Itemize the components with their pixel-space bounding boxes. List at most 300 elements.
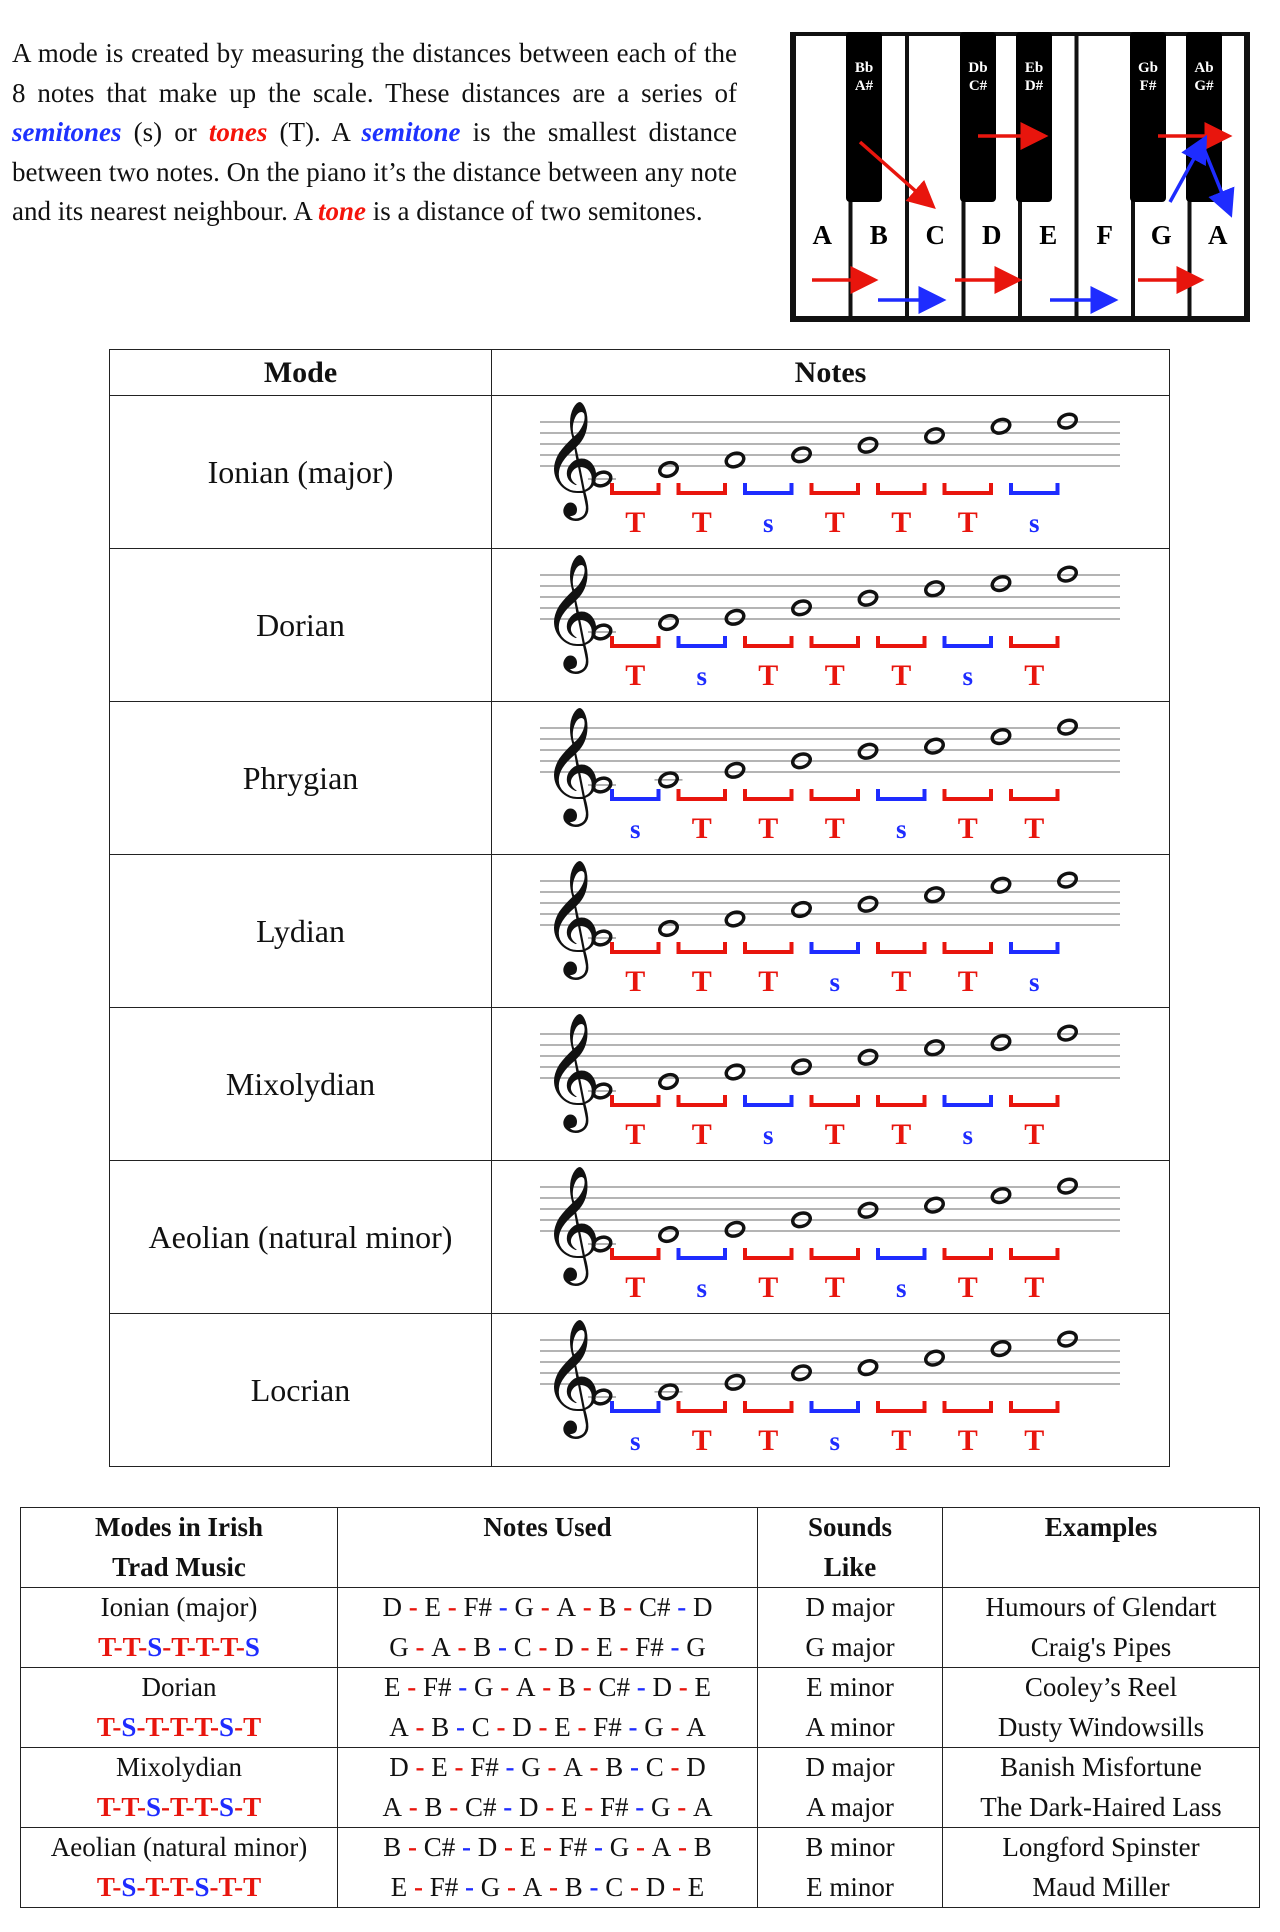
- interval-bracket: [812, 483, 859, 493]
- scale-note: C#: [598, 1672, 631, 1702]
- interval-pattern: T-T-S-T-T-S-T: [96, 1791, 262, 1822]
- scale-note: A: [693, 1791, 713, 1822]
- modes-table: [109, 349, 1170, 1467]
- header-notes-used: Notes Used: [338, 1508, 758, 1588]
- treble-clef-icon: 𝄞: [542, 399, 602, 516]
- scale-note: E: [596, 1631, 613, 1662]
- interval-label: T: [824, 506, 845, 539]
- interval-bracket: [612, 1248, 659, 1258]
- whole-note: [924, 737, 945, 755]
- whole-note: [724, 1373, 745, 1391]
- pattern-step: S: [194, 1871, 210, 1902]
- tones-term: tones: [208, 117, 268, 147]
- sounds-like-value: E minor: [806, 1871, 894, 1902]
- example-tune: Humours of Glendart: [985, 1592, 1217, 1622]
- irish-mode-row: [21, 1588, 1260, 1668]
- pattern-step: S: [219, 1791, 235, 1822]
- interval-label: T: [691, 506, 712, 539]
- interval-bracket: [745, 1248, 792, 1258]
- interval-bracket: [745, 1401, 792, 1411]
- scale-line: D - E - F# - G - A - B - C - D: [389, 1752, 706, 1782]
- interval-bracket: [878, 1401, 925, 1411]
- scale-note: G: [686, 1631, 706, 1662]
- scale-note: G: [480, 1871, 501, 1902]
- irish-mode-name: Dorian: [141, 1672, 217, 1702]
- pattern-step: S: [244, 1631, 260, 1662]
- examples-cell: [943, 1748, 1260, 1828]
- pattern-step: S: [219, 1711, 235, 1742]
- scale-note: C: [605, 1871, 624, 1902]
- interval-label: T: [891, 1118, 912, 1151]
- pattern-step: T: [169, 1711, 186, 1742]
- whole-note: [990, 1186, 1011, 1204]
- interval-label: T: [957, 812, 978, 845]
- whole-note: [724, 608, 745, 626]
- pattern-step: T: [98, 1631, 114, 1662]
- whole-note: [1057, 1330, 1078, 1348]
- scale-line: E - F# - G - A - B - C - D - E: [390, 1871, 705, 1902]
- interval-label: T: [691, 965, 712, 998]
- scale-note: D: [512, 1711, 532, 1742]
- pattern-step: S: [145, 1791, 161, 1822]
- pattern-step: T: [96, 1711, 113, 1742]
- scale-note: A: [389, 1711, 409, 1742]
- irish-mode-name: Mixolydian: [116, 1752, 242, 1782]
- interval-bracket: [612, 789, 659, 799]
- scale-note: B: [598, 1592, 617, 1622]
- interval-bracket: [1011, 1095, 1058, 1105]
- treble-clef-icon: 𝄞: [542, 858, 602, 975]
- scale-note: A: [516, 1672, 536, 1702]
- interval-label: T: [625, 965, 646, 998]
- whole-note: [1057, 1024, 1078, 1042]
- black-key-label: Eb: [1024, 60, 1044, 76]
- irish-mode-cell: [21, 1668, 338, 1748]
- interval-bracket: [945, 789, 992, 799]
- mode-row: [110, 855, 1170, 1008]
- whole-note: [924, 427, 945, 445]
- pattern-step: T: [122, 1631, 139, 1662]
- scale-note: C: [471, 1711, 490, 1742]
- interval-label: T: [758, 1271, 779, 1304]
- interval-label: T: [891, 965, 912, 998]
- example-tune: Longford Spinster: [1002, 1832, 1200, 1862]
- interval-label: T: [891, 506, 912, 539]
- interval-label: T: [691, 1118, 712, 1151]
- interval-label: T: [758, 659, 779, 692]
- interval-pattern: T-T-S-T-T-T-S: [98, 1631, 260, 1662]
- scale-line: A - B - C - D - E - F# - G - A: [389, 1711, 706, 1742]
- interval-bracket: [945, 942, 992, 952]
- semitones-term: semitones: [12, 117, 122, 147]
- interval-label: T: [824, 659, 845, 692]
- interval-bracket: [945, 1401, 992, 1411]
- scale-note: F#: [463, 1592, 492, 1622]
- interval-label: s: [829, 1426, 841, 1456]
- interval-bracket: [745, 483, 792, 493]
- whole-note: [924, 580, 945, 598]
- scale-note: F#: [558, 1832, 588, 1862]
- interval-bracket: [945, 483, 992, 493]
- intro-text-1: A mode is created by measuring the distances between each of the 8 notes that make up the scale. These distances are a series of: [12, 38, 737, 108]
- piano-keyboard-diagram: [790, 32, 1250, 322]
- pattern-step: T: [218, 1871, 235, 1902]
- interval-bracket: [945, 1095, 992, 1105]
- black-key-label: C#: [968, 78, 988, 94]
- treble-clef-icon: 𝄞: [542, 1011, 602, 1128]
- interval-bracket: [1011, 942, 1058, 952]
- black-key: [1130, 32, 1166, 202]
- example-tune: Craig's Pipes: [1030, 1631, 1172, 1662]
- mode-staff-cell: [492, 549, 1170, 702]
- sounds-like-value: B minor: [805, 1832, 895, 1862]
- scale-note: E: [554, 1711, 571, 1742]
- whole-note: [1057, 1177, 1078, 1195]
- interval-bracket: [812, 636, 859, 646]
- black-key-label: G#: [1194, 78, 1214, 94]
- scale-note: D: [519, 1791, 539, 1822]
- mode-name: Lydian: [110, 855, 492, 1008]
- intro-text-3: (T). A: [267, 117, 362, 147]
- mode-row: [110, 1314, 1170, 1467]
- interval-bracket: [612, 636, 659, 646]
- interval-label: s: [762, 508, 774, 538]
- notes-used-cell: [338, 1668, 758, 1748]
- scale-note: A: [686, 1711, 706, 1742]
- white-key-label: A: [812, 220, 832, 250]
- scale-note: A: [522, 1871, 543, 1902]
- scale-note: A: [651, 1832, 672, 1862]
- scale-note: F#: [635, 1631, 664, 1662]
- scale-note: B: [424, 1791, 443, 1822]
- white-key-label: A: [1208, 220, 1228, 250]
- tone-term: tone: [317, 196, 366, 226]
- mode-staff-cell: [492, 1161, 1170, 1314]
- interval-label: T: [824, 812, 845, 845]
- notes-used-cell: [338, 1828, 758, 1908]
- scale-note: G: [514, 1592, 534, 1622]
- sounds-like-value: A major: [806, 1791, 894, 1822]
- black-key: [960, 32, 996, 202]
- sounds-like-cell: [758, 1828, 943, 1908]
- examples-cell: [943, 1828, 1260, 1908]
- mode-row: [110, 396, 1170, 549]
- black-key-label: Ab: [1194, 60, 1214, 76]
- scale-note: B: [693, 1832, 712, 1862]
- scale-note: D: [382, 1592, 402, 1622]
- scale-note: G: [609, 1832, 630, 1862]
- interval-label: T: [691, 1424, 712, 1457]
- interval-label: s: [895, 1273, 907, 1303]
- staff-notation: [492, 1315, 1168, 1465]
- interval-label: T: [824, 1118, 845, 1151]
- white-key-label: E: [1039, 220, 1058, 250]
- scale-note: A: [556, 1592, 576, 1622]
- whole-note: [857, 1358, 878, 1376]
- whole-note: [857, 1048, 878, 1066]
- interval-label: T: [625, 1118, 646, 1151]
- pattern-step: S: [147, 1631, 163, 1662]
- intro-paragraph: [12, 34, 737, 232]
- pattern-step: S: [121, 1711, 137, 1742]
- pattern-step: T: [121, 1791, 137, 1822]
- scale-note: D: [389, 1752, 409, 1782]
- sounds-like-value: G major: [805, 1631, 895, 1662]
- irish-mode-cell: [21, 1748, 338, 1828]
- pattern-step: T: [195, 1631, 212, 1662]
- scale-note: B: [431, 1711, 450, 1742]
- interval-bracket: [679, 636, 726, 646]
- interval-bracket: [878, 789, 925, 799]
- scale-note: B: [564, 1871, 583, 1902]
- whole-note: [924, 1349, 945, 1367]
- interval-label: s: [895, 814, 907, 844]
- interval-label: T: [625, 1271, 646, 1304]
- staff-notation: [492, 1009, 1168, 1159]
- whole-note: [658, 460, 679, 478]
- mode-staff-cell: [492, 1314, 1170, 1467]
- mode-staff-cell: [492, 396, 1170, 549]
- whole-note: [924, 1196, 945, 1214]
- irish-mode-cell: [21, 1828, 338, 1908]
- interval-label: s: [962, 661, 974, 691]
- interval-label: T: [625, 659, 646, 692]
- staff-notation: [492, 397, 1168, 547]
- interval-bracket: [812, 942, 859, 952]
- interval-label: T: [1024, 1424, 1045, 1457]
- pattern-step: T: [145, 1871, 161, 1902]
- scale-note: D: [686, 1752, 706, 1782]
- interval-label: T: [957, 965, 978, 998]
- mode-name: Aeolian (natural minor): [110, 1161, 492, 1314]
- interval-bracket: [812, 1401, 859, 1411]
- pattern-step: T: [169, 1791, 186, 1822]
- interval-bracket: [679, 789, 726, 799]
- interval-label: s: [629, 1426, 641, 1456]
- intro-text-4: is the smallest distance between two notes. On the piano it’s the distance between any note and its nearest neighbour. A: [12, 117, 738, 226]
- white-key-f: [1079, 36, 1132, 316]
- whole-note: [857, 1201, 878, 1219]
- whole-note: [658, 1072, 679, 1090]
- mode-row: [110, 702, 1170, 855]
- interval-bracket: [878, 1248, 925, 1258]
- interval-bracket: [878, 1095, 925, 1105]
- scale-line: B - C# - D - E - F# - G - A - B: [383, 1832, 712, 1862]
- scale-note: G: [644, 1711, 664, 1742]
- black-key: [846, 32, 882, 202]
- scale-note: G: [651, 1791, 671, 1822]
- notes-used-cell: [338, 1748, 758, 1828]
- interval-label: T: [824, 1271, 845, 1304]
- scale-note: E: [424, 1592, 441, 1622]
- pattern-step: S: [121, 1871, 137, 1902]
- pattern-step: T: [243, 1711, 262, 1742]
- scale-note: E: [687, 1871, 705, 1902]
- examples-cell: [943, 1588, 1260, 1668]
- interval-bracket: [878, 483, 925, 493]
- scale-line: G - A - B - C - D - E - F# - G: [389, 1631, 706, 1662]
- interval-bracket: [745, 1095, 792, 1105]
- modes-table-header: [110, 350, 1170, 396]
- interval-bracket: [812, 1095, 859, 1105]
- interval-bracket: [945, 1248, 992, 1258]
- scale-note: C#: [423, 1832, 456, 1862]
- irish-mode-name: Aeolian (natural minor): [50, 1832, 308, 1862]
- treble-clef-icon: 𝄞: [542, 1164, 602, 1281]
- interval-bracket: [1011, 789, 1058, 799]
- interval-label: T: [891, 659, 912, 692]
- examples-cell: [943, 1668, 1260, 1748]
- interval-bracket: [679, 942, 726, 952]
- scale-note: A: [563, 1752, 583, 1782]
- whole-note: [658, 919, 679, 937]
- interval-bracket: [1011, 1248, 1058, 1258]
- whole-note: [924, 886, 945, 904]
- white-key-label: F: [1096, 220, 1113, 250]
- whole-note: [1057, 718, 1078, 736]
- interval-label: s: [696, 1273, 708, 1303]
- interval-bracket: [1011, 483, 1058, 493]
- mode-name: Ionian (major): [110, 396, 492, 549]
- interval-label: T: [957, 1424, 978, 1457]
- interval-label: s: [962, 1120, 974, 1150]
- scale-note: E: [383, 1672, 401, 1702]
- example-tune: Banish Misfortune: [1000, 1752, 1202, 1782]
- pattern-step: T: [96, 1871, 113, 1902]
- header-mode: Mode: [110, 350, 492, 396]
- white-key-label: B: [869, 220, 888, 250]
- scale-note: G: [474, 1672, 494, 1702]
- scale-note: C: [513, 1631, 532, 1662]
- sounds-like-value: A minor: [805, 1711, 895, 1742]
- interval-bracket: [612, 483, 659, 493]
- interval-label: T: [758, 965, 779, 998]
- black-key-label: Db: [968, 60, 988, 76]
- scale-note: E: [561, 1791, 578, 1822]
- scale-line: D - E - F# - G - A - B - C# - D: [382, 1592, 713, 1622]
- interval-label: T: [625, 506, 646, 539]
- pattern-step: T: [96, 1791, 113, 1822]
- pattern-step: T: [220, 1631, 236, 1662]
- mode-name: Dorian: [110, 549, 492, 702]
- treble-clef-icon: 𝄞: [542, 552, 602, 669]
- scale-line: A - B - C# - D - E - F# - G - A: [382, 1791, 713, 1822]
- interval-label: T: [1024, 1118, 1045, 1151]
- mode-staff-cell: [492, 1008, 1170, 1161]
- scale-note: E: [431, 1752, 448, 1782]
- black-key-label: F#: [1139, 78, 1157, 94]
- interval-label: T: [957, 1271, 978, 1304]
- notes-used-cell: [338, 1588, 758, 1668]
- whole-note: [658, 613, 679, 631]
- interval-bracket: [878, 942, 925, 952]
- interval-label: s: [1028, 967, 1040, 997]
- interval-pattern: T-S-T-T-S-T-T: [96, 1871, 262, 1902]
- pattern-step: T: [194, 1711, 211, 1742]
- interval-label: T: [1024, 659, 1045, 692]
- scale-note: F#: [470, 1752, 499, 1782]
- whole-note: [990, 1339, 1011, 1357]
- mode-row: [110, 1161, 1170, 1314]
- scale-note: D: [554, 1631, 574, 1662]
- scale-note: B: [605, 1752, 624, 1782]
- whole-note: [724, 761, 745, 779]
- pattern-step: T: [194, 1791, 211, 1822]
- whole-note: [990, 727, 1011, 745]
- whole-note: [1057, 412, 1078, 430]
- interval-bracket: [745, 789, 792, 799]
- scale-note: G: [389, 1631, 409, 1662]
- staff-notation: [492, 550, 1168, 700]
- irish-mode-name: Ionian (major): [100, 1592, 258, 1622]
- irish-modes-table: [20, 1507, 1260, 1908]
- irish-mode-row: [21, 1748, 1260, 1828]
- interval-bracket: [679, 1095, 726, 1105]
- black-key-label: A#: [854, 78, 874, 94]
- irish-table-header: [21, 1508, 1260, 1588]
- interval-bracket: [812, 1248, 859, 1258]
- interval-label: T: [1024, 1271, 1045, 1304]
- black-key-label: D#: [1024, 78, 1044, 94]
- whole-note: [990, 574, 1011, 592]
- header-examples: Examples: [943, 1508, 1260, 1588]
- irish-mode-cell: [21, 1588, 338, 1668]
- header-notes: Notes: [492, 350, 1170, 396]
- interval-bracket: [612, 1095, 659, 1105]
- sounds-like-value: D major: [805, 1752, 895, 1782]
- example-tune: The Dark-Haired Lass: [980, 1791, 1222, 1822]
- scale-note: D: [693, 1592, 713, 1622]
- example-tune: Dusty Windowsills: [997, 1711, 1205, 1742]
- whole-note: [857, 895, 878, 913]
- interval-label: s: [829, 967, 841, 997]
- mode-staff-cell: [492, 855, 1170, 1008]
- interval-label: T: [758, 812, 779, 845]
- scale-note: E: [519, 1832, 537, 1862]
- interval-bracket: [679, 1248, 726, 1258]
- interval-label: s: [1028, 508, 1040, 538]
- staff-notation: [492, 703, 1168, 853]
- white-key-label: C: [925, 220, 945, 250]
- whole-note: [658, 1225, 679, 1243]
- interval-bracket: [1011, 1401, 1058, 1411]
- scale-note: F#: [600, 1791, 629, 1822]
- treble-clef-icon: 𝄞: [542, 705, 602, 822]
- interval-label: T: [1024, 812, 1045, 845]
- interval-bracket: [745, 636, 792, 646]
- scale-note: C#: [639, 1592, 671, 1622]
- sounds-like-value: E minor: [806, 1672, 894, 1702]
- header-modes-irish: Modes in Irish Trad Music: [21, 1508, 338, 1588]
- interval-bracket: [612, 1401, 659, 1411]
- pattern-step: T: [243, 1871, 262, 1902]
- white-key-c: [909, 36, 962, 316]
- mode-name: Locrian: [110, 1314, 492, 1467]
- interval-bracket: [878, 636, 925, 646]
- interval-label: T: [758, 1424, 779, 1457]
- interval-label: T: [891, 1424, 912, 1457]
- scale-line: E - F# - G - A - B - C# - D - E: [383, 1672, 712, 1702]
- interval-label: s: [629, 814, 641, 844]
- whole-note: [857, 742, 878, 760]
- scale-note: F#: [422, 1672, 452, 1702]
- mode-row: [110, 1008, 1170, 1161]
- sounds-like-cell: [758, 1748, 943, 1828]
- whole-note: [1057, 565, 1078, 583]
- scale-note: D: [645, 1871, 666, 1902]
- white-key-label: G: [1150, 220, 1172, 250]
- scale-note: D: [477, 1832, 498, 1862]
